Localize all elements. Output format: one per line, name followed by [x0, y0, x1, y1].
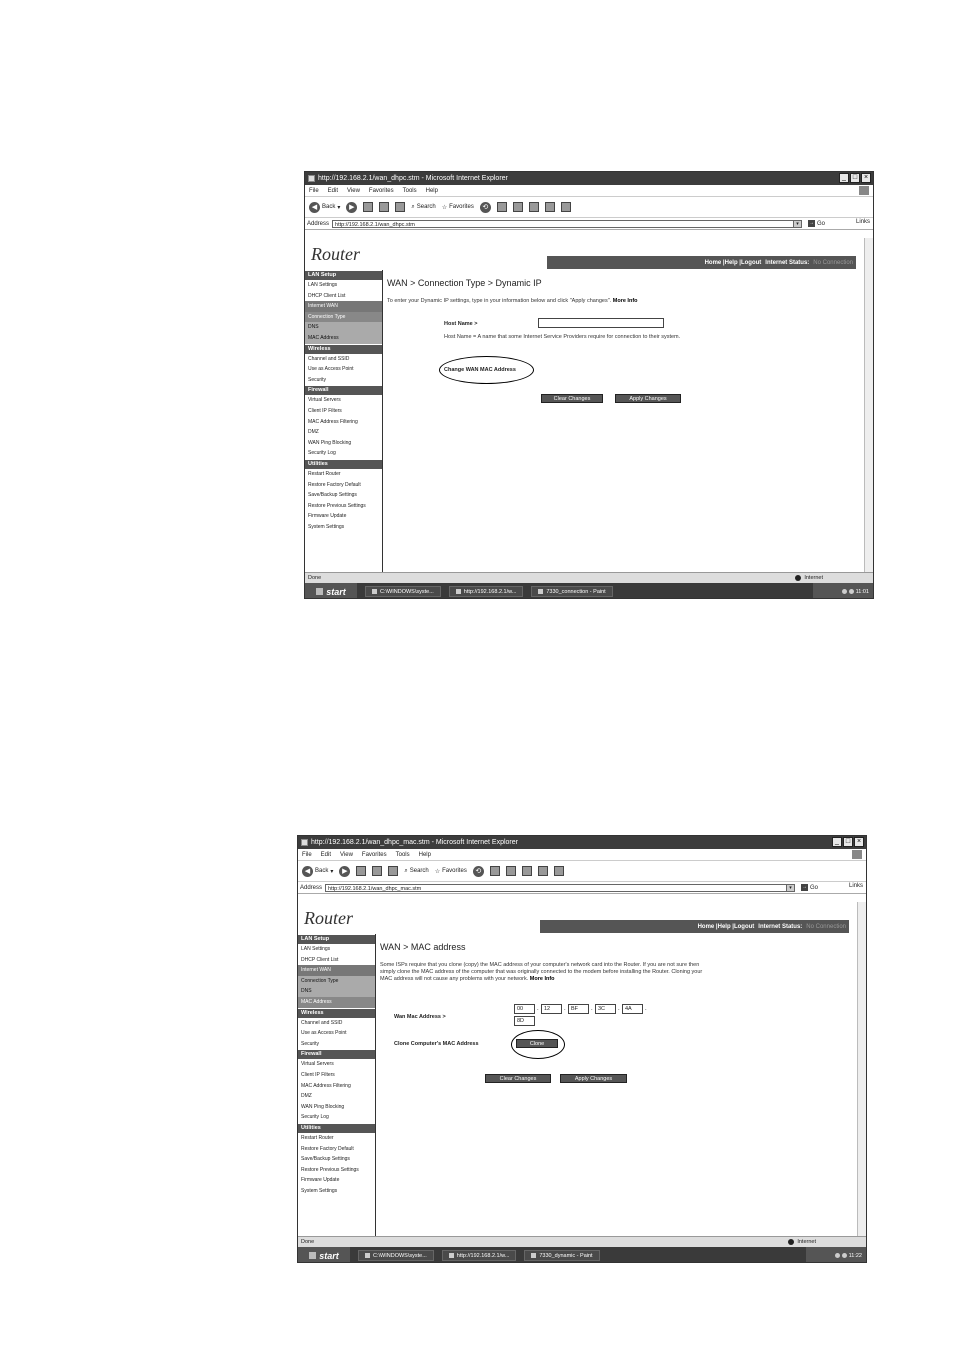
- favorites-button[interactable]: ☆ Favorites: [434, 868, 467, 875]
- cmd-icon: [365, 1253, 370, 1258]
- history-icon[interactable]: ⟲: [473, 866, 484, 877]
- sidebar-nav: [305, 270, 383, 572]
- sidebar-item-channel-and-ssid[interactable]: Channel and SSID: [301, 1019, 343, 1026]
- menu-favorites[interactable]: Favorites: [368, 187, 394, 194]
- status-bar: [298, 1236, 866, 1247]
- mac-octet-4[interactable]: 3C: [595, 1004, 616, 1014]
- sidebar-section-wireless: Wireless: [298, 1009, 375, 1018]
- sidebar-item-dhcp-client-list[interactable]: DHCP Client List: [301, 956, 339, 963]
- close-button[interactable]: ×: [854, 837, 864, 847]
- sidebar-item-dns[interactable]: DNS: [298, 986, 375, 997]
- maximize-button[interactable]: □: [850, 173, 860, 183]
- sidebar-item-restore-previous-settings[interactable]: Restore Previous Settings: [308, 502, 366, 509]
- sidebar-item-virtual-servers[interactable]: Virtual Servers: [308, 397, 341, 404]
- back-arrow-icon: ◀: [309, 202, 320, 213]
- print-icon[interactable]: [513, 202, 523, 212]
- intro-text: To enter your Dynamic IP settings, type in your information below and click "Apply changes". More Info: [387, 298, 638, 304]
- address-dropdown-icon[interactable]: ▾: [786, 885, 794, 891]
- home-icon[interactable]: [388, 866, 398, 876]
- windows-flag-icon: [852, 850, 862, 859]
- address-bar: [298, 882, 866, 894]
- sidebar-item-restore-factory-default[interactable]: Restore Factory Default: [308, 481, 361, 488]
- taskbar-item-paint[interactable]: 7330_dynamic - Paint: [524, 1250, 599, 1261]
- clone-mac-label: Clone Computer's MAC Address: [394, 1041, 479, 1047]
- sidebar-nav: [298, 934, 376, 1236]
- edit-icon[interactable]: [529, 202, 539, 212]
- sidebar-item-connection-type[interactable]: Connection Type: [298, 976, 375, 987]
- globe-icon: [788, 1239, 794, 1245]
- sidebar-item-client-ip-filters[interactable]: Client IP Filters: [301, 1071, 335, 1078]
- sidebar-section-utilities: Utilities: [298, 1124, 375, 1133]
- sidebar-item-security[interactable]: Security: [308, 376, 327, 383]
- zone-text: Internet: [797, 1239, 816, 1245]
- menu-bar: [298, 849, 866, 861]
- forward-button[interactable]: ▶: [346, 202, 357, 213]
- screenshot-mac-address: [297, 835, 867, 1263]
- sidebar-item-dmz[interactable]: DMZ: [301, 1093, 312, 1100]
- main-panel: [380, 942, 854, 983]
- menu-view[interactable]: View: [347, 187, 360, 194]
- more-info-link[interactable]: More Info: [529, 976, 555, 982]
- address-label: Address: [307, 220, 330, 227]
- home-icon[interactable]: [395, 202, 405, 212]
- sidebar-section-wireless: Wireless: [305, 345, 382, 354]
- apply-changes-button[interactable]: Apply Changes: [560, 1074, 627, 1083]
- windows-logo-icon: [309, 1252, 316, 1259]
- star-icon: ☆: [441, 204, 448, 211]
- internet-status-value: No Connection: [806, 923, 846, 930]
- history-icon[interactable]: ⟲: [480, 202, 491, 213]
- highlight-oval: [439, 356, 534, 384]
- sidebar-item-security-log[interactable]: Security Log: [301, 1114, 329, 1121]
- mac-octet-2[interactable]: 12: [541, 1004, 562, 1014]
- sidebar-item-mac-address[interactable]: MAC Address: [298, 997, 375, 1008]
- sidebar-item-security-log[interactable]: Security Log: [308, 450, 336, 457]
- router-header: [540, 920, 849, 933]
- taskbar-item-cmd[interactable]: C:\WINDOWS\syste...: [358, 1250, 434, 1261]
- search-icon: ⌕: [404, 867, 408, 874]
- main-panel: [387, 278, 861, 305]
- menu-tools[interactable]: Tools: [395, 851, 410, 858]
- internet-status-label: Internet Status:: [765, 259, 810, 266]
- sidebar-item-virtual-servers[interactable]: Virtual Servers: [301, 1061, 334, 1068]
- sidebar-item-lan-settings[interactable]: LAN Settings: [301, 946, 331, 952]
- status-text: Done: [308, 575, 322, 581]
- host-name-help: Host Name = A name that some Internet Service Providers require for connection to their system.: [444, 334, 681, 340]
- clear-changes-button[interactable]: Clear Changes: [485, 1074, 551, 1083]
- sidebar-section-firewall: Firewall: [298, 1050, 375, 1059]
- system-tray: [806, 1247, 866, 1263]
- page-content: [305, 238, 873, 572]
- print-icon[interactable]: [506, 866, 516, 876]
- sidebar-item-client-ip-filters[interactable]: Client IP Filters: [308, 407, 342, 414]
- globe-icon: [795, 575, 801, 581]
- taskbar-item-ie[interactable]: http://192.168.2.1/w...: [449, 586, 524, 597]
- mac-octet-5[interactable]: 4A: [622, 1004, 643, 1014]
- go-button[interactable]: → Go: [809, 220, 826, 227]
- header-links[interactable]: Home |Help |Logout: [697, 923, 755, 930]
- sidebar-item-security[interactable]: Security: [301, 1040, 320, 1047]
- mail-icon[interactable]: [490, 866, 500, 876]
- menu-file[interactable]: File: [309, 187, 319, 194]
- menu-file[interactable]: File: [302, 851, 312, 858]
- search-button[interactable]: ⌕ Search: [404, 867, 429, 874]
- cmd-icon: [372, 589, 377, 594]
- menu-edit[interactable]: Edit: [327, 187, 339, 194]
- menu-help[interactable]: Help: [425, 187, 438, 194]
- window-titlebar: [298, 836, 866, 849]
- taskbar-item-ie[interactable]: http://192.168.2.1/w...: [442, 1250, 517, 1261]
- vertical-scrollbar[interactable]: [864, 238, 873, 572]
- sidebar-item-restart-router[interactable]: Restart Router: [301, 1134, 334, 1141]
- stop-icon[interactable]: [356, 866, 366, 876]
- taskbar-item-paint[interactable]: 7330_connection - Paint: [531, 586, 612, 597]
- highlight-oval: [511, 1030, 565, 1059]
- menu-edit[interactable]: Edit: [320, 851, 332, 858]
- mac-octet-3[interactable]: BF: [568, 1004, 589, 1014]
- sidebar-section-utilities: Utilities: [305, 460, 382, 469]
- window-title: http://192.168.2.1/wan_dhpc.stm - Microsoft Internet Explorer: [318, 175, 508, 182]
- stop-icon[interactable]: [363, 202, 373, 212]
- discuss-icon[interactable]: [538, 866, 548, 876]
- menu-help[interactable]: Help: [418, 851, 431, 858]
- sidebar-section-lan-setup: LAN Setup: [298, 935, 375, 944]
- router-header: [547, 256, 856, 269]
- mac-octet-1[interactable]: 00: [514, 1004, 535, 1014]
- sidebar-item-system-settings[interactable]: System Settings: [308, 523, 345, 530]
- sidebar-item-channel-and-ssid[interactable]: Channel and SSID: [308, 355, 350, 362]
- system-tray: [813, 583, 873, 599]
- host-name-input[interactable]: [538, 318, 664, 328]
- window-titlebar: [305, 172, 873, 185]
- clock: 11:01: [855, 588, 869, 595]
- tray-icon[interactable]: [842, 1253, 847, 1258]
- status-bar: [305, 572, 873, 583]
- taskbar: [305, 583, 873, 599]
- messenger-icon[interactable]: [561, 202, 571, 212]
- page-title: WAN > MAC address: [380, 942, 466, 952]
- back-button[interactable]: ◀ Back ▾: [309, 202, 340, 213]
- go-arrow-icon: →: [809, 220, 815, 226]
- sidebar-item-mac-address-filtering[interactable]: MAC Address Filtering: [308, 418, 358, 425]
- maximize-button[interactable]: □: [843, 837, 853, 847]
- go-arrow-icon: →: [802, 884, 808, 890]
- sidebar-item-use-as-access-point[interactable]: Use as Access Point: [308, 366, 354, 373]
- minimize-button[interactable]: _: [832, 837, 842, 847]
- more-info-link[interactable]: More Info: [612, 298, 638, 304]
- address-bar: [305, 218, 873, 230]
- router-logo: Router: [311, 244, 360, 264]
- back-button[interactable]: ◀ Back ▾: [302, 866, 333, 877]
- sidebar-item-firmware-update[interactable]: Firmware Update: [301, 1177, 340, 1184]
- minimize-button[interactable]: _: [839, 173, 849, 183]
- discuss-icon[interactable]: [545, 202, 555, 212]
- tray-icon[interactable]: [849, 589, 854, 594]
- intro-text: Some ISPs require that you clone (copy) the MAC address of your computer's network card into the Router. If you are not sure then simply clone the MAC address of the computer that was originally connected to the modem before installing the Router. Cloning your MAC address will not cause any problems with your network. More Info: [380, 962, 703, 982]
- sidebar-item-mac-address-filtering[interactable]: MAC Address Filtering: [301, 1082, 351, 1089]
- sidebar-section-firewall: Firewall: [305, 386, 382, 395]
- sidebar-item-dhcp-client-list[interactable]: DHCP Client List: [308, 292, 346, 299]
- screenshot-dynamic-ip: [304, 171, 874, 599]
- address-label: Address: [300, 884, 323, 891]
- menu-bar: [305, 185, 873, 197]
- page-title: WAN > Connection Type > Dynamic IP: [387, 278, 542, 288]
- links-button[interactable]: Links: [855, 219, 870, 225]
- browser-toolbar: [305, 197, 873, 218]
- clear-changes-button[interactable]: Clear Changes: [541, 394, 603, 403]
- messenger-icon[interactable]: [554, 866, 564, 876]
- tray-icon[interactable]: [835, 1253, 840, 1258]
- sidebar-item-internet-wan[interactable]: Internet WAN: [305, 301, 382, 312]
- star-icon: ☆: [434, 868, 441, 875]
- sidebar-item-internet-wan[interactable]: Internet WAN: [298, 965, 375, 976]
- status-text: Done: [301, 1239, 315, 1245]
- links-button[interactable]: Links: [848, 883, 863, 889]
- favorites-button[interactable]: ☆ Favorites: [441, 204, 474, 211]
- refresh-icon[interactable]: [372, 866, 382, 876]
- sidebar-item-restore-factory-default[interactable]: Restore Factory Default: [301, 1145, 354, 1152]
- router-logo: Router: [304, 908, 353, 928]
- sidebar-item-dmz[interactable]: DMZ: [308, 429, 319, 436]
- search-button[interactable]: ⌕ Search: [411, 203, 436, 210]
- sidebar-item-wan-ping-blocking[interactable]: WAN Ping Blocking: [308, 439, 352, 446]
- edit-icon[interactable]: [522, 866, 532, 876]
- sidebar-item-save-backup-settings[interactable]: Save/Backup Settings: [301, 1156, 350, 1163]
- menu-favorites[interactable]: Favorites: [361, 851, 387, 858]
- taskbar: [298, 1247, 866, 1263]
- internet-status-value: No Connection: [813, 259, 853, 266]
- page-content: Router Home |Help |Logout Internet Status: No Connection LAN Setup LAN Settings DHCP Client List Internet WAN Connection Type DNS MAC Address Wireless Channel and SSID Use as Access Point Security Firewall Virtual Servers Client IP Filters MAC Address Filtering DMZ WAN Ping Blocking Security Log Utilities Restart Router Restore Factory Default Save/Backup Settings Restore Previous Settings Firmware Update System Settings WAN > MAC address Some ISPs require that you clone (copy) the MAC address of your computer's network card into the Router. If you are not sure then simply clone the MAC address of the computer that was originally connected to the modem before installing the Router. Cloning your MAC address will not cause any problems with your network. More Info Wan Mac Address > 00 . 12 . BF . 3C . 4A . 8D Clone Computer's MAC Address Clone Clear Changes Apply Changes: [298, 902, 866, 1236]
- ie-page-icon: [308, 175, 315, 182]
- sidebar-item-use-as-access-point[interactable]: Use as Access Point: [301, 1030, 347, 1037]
- browser-toolbar: [298, 861, 866, 882]
- go-button[interactable]: → Go: [802, 884, 819, 891]
- paint-icon: [538, 589, 543, 594]
- mail-icon[interactable]: [497, 202, 507, 212]
- apply-changes-button[interactable]: Apply Changes: [615, 394, 681, 403]
- menu-view[interactable]: View: [340, 851, 353, 858]
- window-title: http://192.168.2.1/wan_dhpc_mac.stm - Microsoft Internet Explorer: [311, 839, 518, 846]
- sidebar-item-lan-settings[interactable]: LAN Settings: [308, 282, 338, 288]
- sidebar-item-mac-address[interactable]: MAC Address: [305, 333, 382, 344]
- sidebar-item-firmware-update[interactable]: Firmware Update: [308, 513, 347, 520]
- windows-flag-icon: [859, 186, 869, 195]
- forward-button[interactable]: ▶: [339, 866, 350, 877]
- close-button[interactable]: ×: [861, 173, 871, 183]
- host-name-label: Host Name >: [444, 321, 478, 327]
- address-input[interactable]: http://192.168.2.1/wan_dhpc_mac.stm ▾: [325, 884, 795, 892]
- sidebar-section-lan-setup: LAN Setup: [305, 271, 382, 280]
- sidebar-item-restore-previous-settings[interactable]: Restore Previous Settings: [301, 1166, 359, 1173]
- clock: 11:22: [848, 1252, 862, 1259]
- sidebar-item-connection-type[interactable]: Connection Type: [305, 312, 382, 323]
- vertical-scrollbar[interactable]: [857, 902, 866, 1236]
- start-button[interactable]: start: [298, 1247, 350, 1263]
- ie-page-icon: [301, 839, 308, 846]
- sidebar-item-system-settings[interactable]: System Settings: [301, 1187, 338, 1194]
- zone-text: Internet: [804, 575, 823, 581]
- tray-icon[interactable]: [842, 589, 847, 594]
- header-links[interactable]: Home |Help |Logout: [704, 259, 762, 266]
- ie-icon: [456, 589, 461, 594]
- back-arrow-icon: ◀: [302, 866, 313, 877]
- sidebar-item-dns[interactable]: DNS: [305, 322, 382, 333]
- sidebar-item-restart-router[interactable]: Restart Router: [308, 470, 341, 477]
- address-dropdown-icon[interactable]: ▾: [793, 221, 801, 227]
- sidebar-item-wan-ping-blocking[interactable]: WAN Ping Blocking: [301, 1103, 345, 1110]
- search-icon: ⌕: [411, 203, 415, 210]
- windows-logo-icon: [316, 588, 323, 595]
- sidebar-item-save-backup-settings[interactable]: Save/Backup Settings: [308, 492, 357, 499]
- clone-button[interactable]: Clone: [516, 1039, 558, 1048]
- refresh-icon[interactable]: [379, 202, 389, 212]
- change-wan-mac-link[interactable]: Change WAN MAC Address: [444, 367, 516, 373]
- internet-status-label: Internet Status:: [758, 923, 803, 930]
- menu-tools[interactable]: Tools: [402, 187, 417, 194]
- taskbar-item-cmd[interactable]: C:\WINDOWS\syste...: [365, 586, 441, 597]
- ie-icon: [449, 1253, 454, 1258]
- paint-icon: [531, 1253, 536, 1258]
- wan-mac-label: Wan Mac Address >: [394, 1014, 446, 1020]
- address-input[interactable]: http://192.168.2.1/wan_dhpc.stm ▾: [332, 220, 802, 228]
- start-button[interactable]: start: [305, 583, 357, 599]
- mac-octet-6[interactable]: 8D: [514, 1016, 535, 1026]
